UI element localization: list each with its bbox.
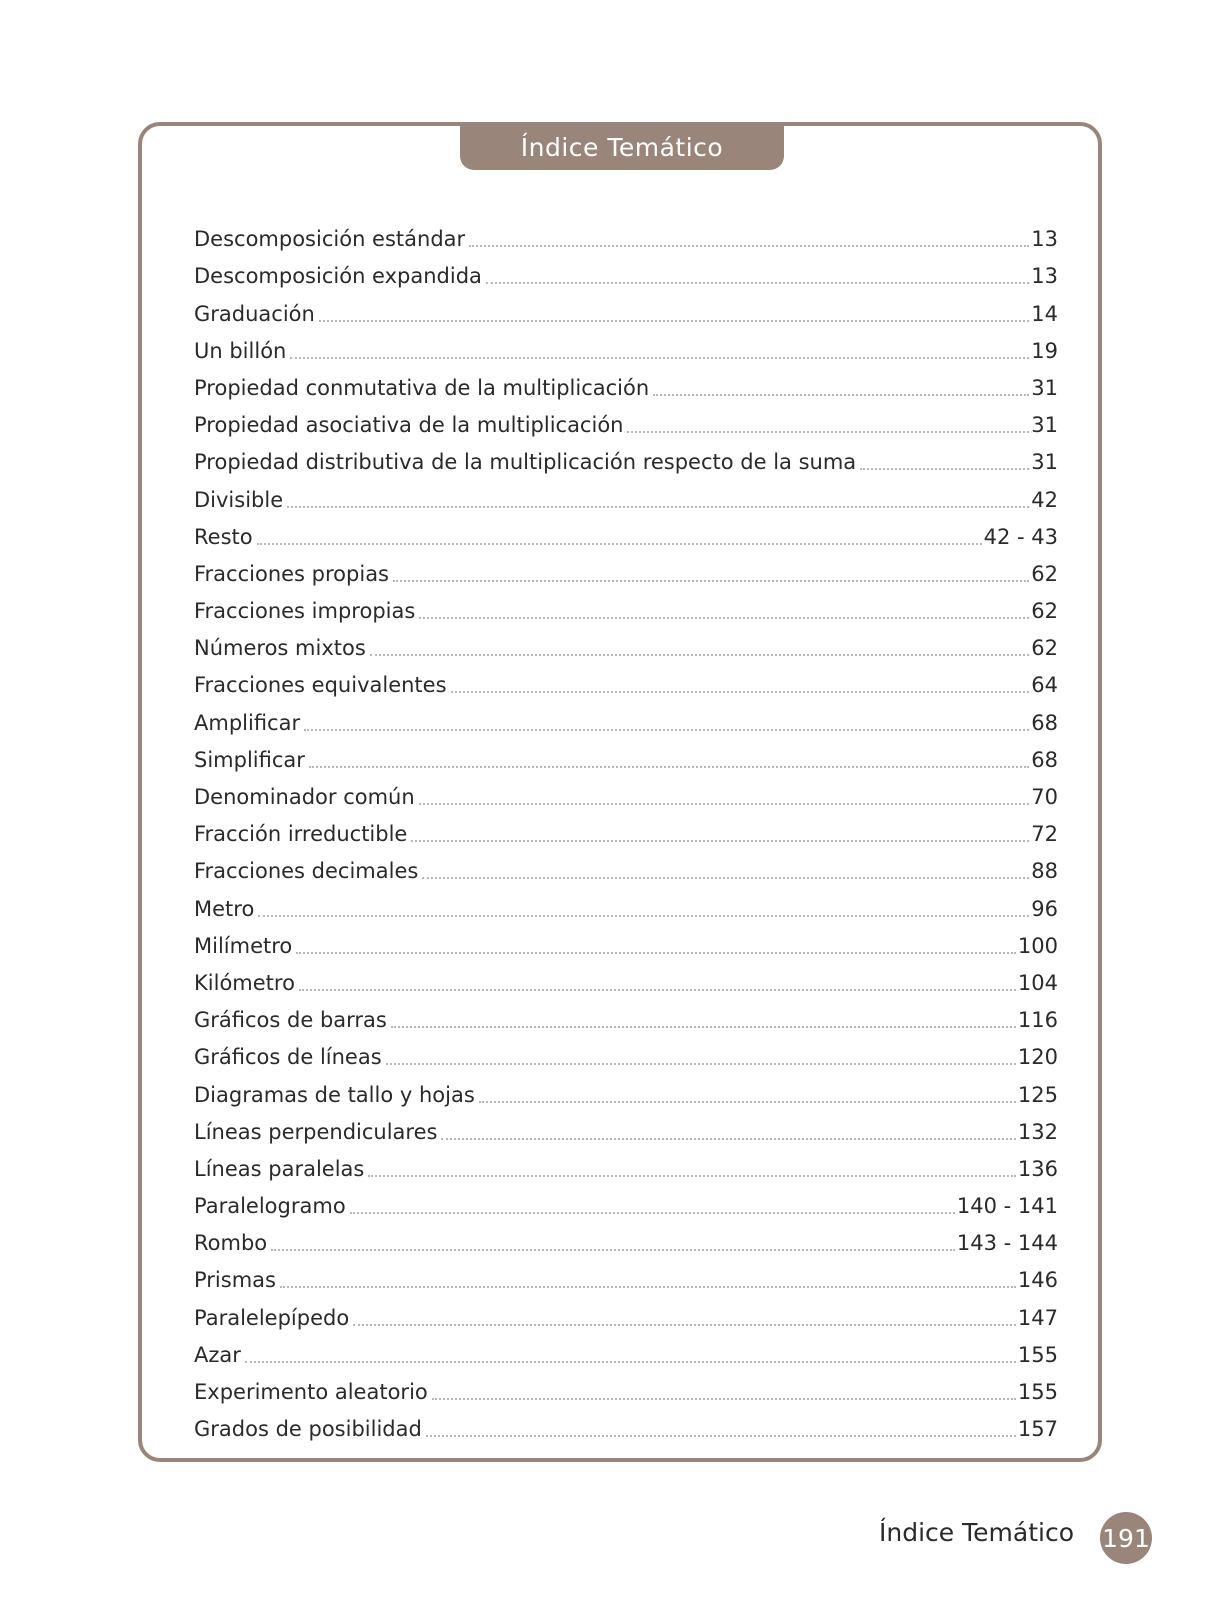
page-number-badge: 191 [1100, 1512, 1152, 1564]
index-entry-term: Propiedad distributiva de la multiplicación respecto de la suma [194, 450, 857, 475]
index-entry-term: Fracciones impropias [194, 599, 416, 624]
index-entry-page: 146 [1017, 1268, 1058, 1293]
index-entry-term: Milímetro [194, 933, 293, 958]
index-entry-term: Paralelepípedo [194, 1305, 350, 1330]
dot-leader [411, 840, 1029, 842]
index-entry [194, 552, 1058, 589]
index-entry-term: Fracción irreductible [194, 822, 408, 847]
index-entry [194, 477, 1058, 514]
index-entry-term: Descomposición estándar [194, 227, 466, 252]
index-entry-term: Resto [194, 524, 253, 549]
index-entry-page: 157 [1017, 1417, 1058, 1442]
index-entry-page: 68 [1031, 710, 1058, 735]
index-entry-page: 68 [1031, 747, 1058, 772]
dot-leader [258, 915, 1029, 917]
dot-leader [627, 431, 1029, 433]
index-entry-term: Líneas paralelas [194, 1156, 365, 1181]
index-entry [194, 1295, 1058, 1332]
index-entry-page: 62 [1031, 636, 1058, 661]
index-entry [194, 1258, 1058, 1295]
dot-leader [257, 543, 982, 545]
dot-leader [271, 1249, 955, 1251]
index-entry-page: 42 [1031, 487, 1058, 512]
index-entry [194, 700, 1058, 737]
index-entry-page: 143 - 144 [956, 1231, 1058, 1256]
index-entry [194, 254, 1058, 291]
index-entry [194, 738, 1058, 775]
index-entry-term: Un billón [194, 338, 287, 363]
dot-leader [368, 1175, 1016, 1177]
index-entry-page: 125 [1017, 1082, 1058, 1107]
index-entry-page: 62 [1031, 561, 1058, 586]
index-entry-term: Metro [194, 896, 255, 921]
index-entry-page: 136 [1017, 1156, 1058, 1181]
dot-leader [319, 320, 1029, 322]
index-entry [194, 886, 1058, 923]
dot-leader [419, 803, 1030, 805]
index-entry-page: 62 [1031, 599, 1058, 624]
dot-leader [451, 691, 1030, 693]
dot-leader [309, 766, 1029, 768]
index-entry [194, 1221, 1058, 1258]
dot-leader [370, 654, 1029, 656]
index-entry-page: 31 [1031, 375, 1058, 400]
dot-leader [479, 1101, 1016, 1103]
index-entry [194, 1035, 1058, 1072]
index-entry-term: Descomposición expandida [194, 264, 482, 289]
index-entry [194, 812, 1058, 849]
index-entry [194, 329, 1058, 366]
index-entry-page: 42 - 43 [983, 524, 1058, 549]
index-entry [194, 663, 1058, 700]
index-entry-page: 96 [1031, 896, 1058, 921]
dot-leader [299, 989, 1016, 991]
index-entry-term: Fracciones equivalentes [194, 673, 447, 698]
index-entry-page: 116 [1017, 1008, 1058, 1033]
index-entry [194, 440, 1058, 477]
dot-leader [422, 877, 1029, 879]
index-entry-term: Graduación [194, 301, 315, 326]
index-entry-term: Diagramas de tallo y hojas [194, 1082, 475, 1107]
index-entry-term: Simplificar [194, 747, 305, 772]
index-entry-page: 13 [1031, 227, 1058, 252]
index-entry-term: Divisible [194, 487, 284, 512]
page-title: Índice Temático [520, 132, 724, 162]
index-entry [194, 1147, 1058, 1184]
index-entry [194, 1333, 1058, 1370]
index-entry-term: Fracciones propias [194, 561, 389, 586]
index-entry-term: Prismas [194, 1268, 276, 1293]
index-entry-term: Experimento aleatorio [194, 1380, 428, 1404]
index-entry [194, 1370, 1058, 1407]
dot-leader [860, 468, 1029, 470]
index-entry [194, 217, 1058, 254]
dot-leader [350, 1212, 955, 1214]
index-list [194, 217, 1058, 1444]
index-entry-term: Paralelogramo [194, 1194, 346, 1219]
index-entry-page: 104 [1017, 970, 1058, 995]
index-entry [194, 849, 1058, 886]
index-entry [194, 961, 1058, 998]
index-entry [194, 515, 1058, 552]
index-entry-page: 72 [1031, 822, 1058, 847]
index-entry-term: Rombo [194, 1231, 268, 1256]
index-entry-term: Gráficos de barras [194, 1008, 387, 1033]
index-entry-term: Denominador común [194, 785, 415, 809]
index-entry [194, 626, 1058, 663]
dot-leader [386, 1063, 1016, 1065]
index-entry [194, 1407, 1058, 1444]
dot-leader [245, 1361, 1016, 1363]
dot-leader [469, 245, 1029, 247]
index-entry-term: Fracciones decimales [194, 859, 419, 884]
dot-leader [486, 282, 1029, 284]
index-entry-term: Propiedad conmutativa de la multiplicación [194, 375, 650, 400]
dot-leader [441, 1138, 1015, 1140]
page-title-tab [460, 124, 784, 170]
dot-leader [304, 729, 1029, 731]
dot-leader [296, 952, 1016, 954]
index-entry-page: 19 [1031, 338, 1058, 363]
index-entry [194, 998, 1058, 1035]
index-entry-page: 31 [1031, 450, 1058, 475]
index-entry-page: 64 [1031, 673, 1058, 698]
index-entry [194, 924, 1058, 961]
dot-leader [391, 1026, 1016, 1028]
index-entry-page: 140 - 141 [956, 1194, 1058, 1219]
index-entry [194, 291, 1058, 328]
index-entry-term: Líneas perpendiculares [194, 1119, 438, 1144]
index-entry [194, 366, 1058, 403]
index-entry-term: Azar [194, 1342, 241, 1367]
index-entry-page: 155 [1017, 1380, 1058, 1404]
index-entry [194, 589, 1058, 626]
footer-section-label: Índice Temático [879, 1518, 1074, 1547]
index-entry [194, 1184, 1058, 1221]
index-entry-term: Grados de posibilidad [194, 1417, 422, 1442]
dot-leader [280, 1286, 1016, 1288]
index-entry [194, 403, 1058, 440]
index-entry-term: Números mixtos [194, 636, 366, 661]
index-entry-page: 70 [1031, 785, 1058, 809]
dot-leader [426, 1435, 1016, 1437]
dot-leader [287, 506, 1029, 508]
dot-leader [653, 394, 1029, 396]
dot-leader [290, 357, 1029, 359]
index-entry-page: 132 [1017, 1119, 1058, 1144]
index-entry-page: 88 [1031, 859, 1058, 884]
index-entry-page: 13 [1031, 264, 1058, 289]
index-entry-page: 120 [1017, 1045, 1058, 1070]
index-entry-term: Propiedad asociativa de la multiplicación [194, 413, 624, 438]
index-entry-page: 147 [1017, 1305, 1058, 1330]
index-entry-term: Kilómetro [194, 970, 295, 995]
index-entry [194, 775, 1058, 812]
dot-leader [419, 617, 1029, 619]
index-entry-term: Amplificar [194, 710, 301, 735]
index-entry-term: Gráficos de líneas [194, 1045, 382, 1070]
dot-leader [353, 1324, 1016, 1326]
index-entry [194, 1072, 1058, 1109]
index-entry-page: 155 [1017, 1342, 1058, 1367]
index-entry-page: 100 [1017, 933, 1058, 958]
index-entry-page: 14 [1031, 301, 1058, 326]
dot-leader [432, 1398, 1016, 1400]
index-entry [194, 1110, 1058, 1147]
index-entry-page: 31 [1031, 413, 1058, 438]
dot-leader [393, 580, 1029, 582]
